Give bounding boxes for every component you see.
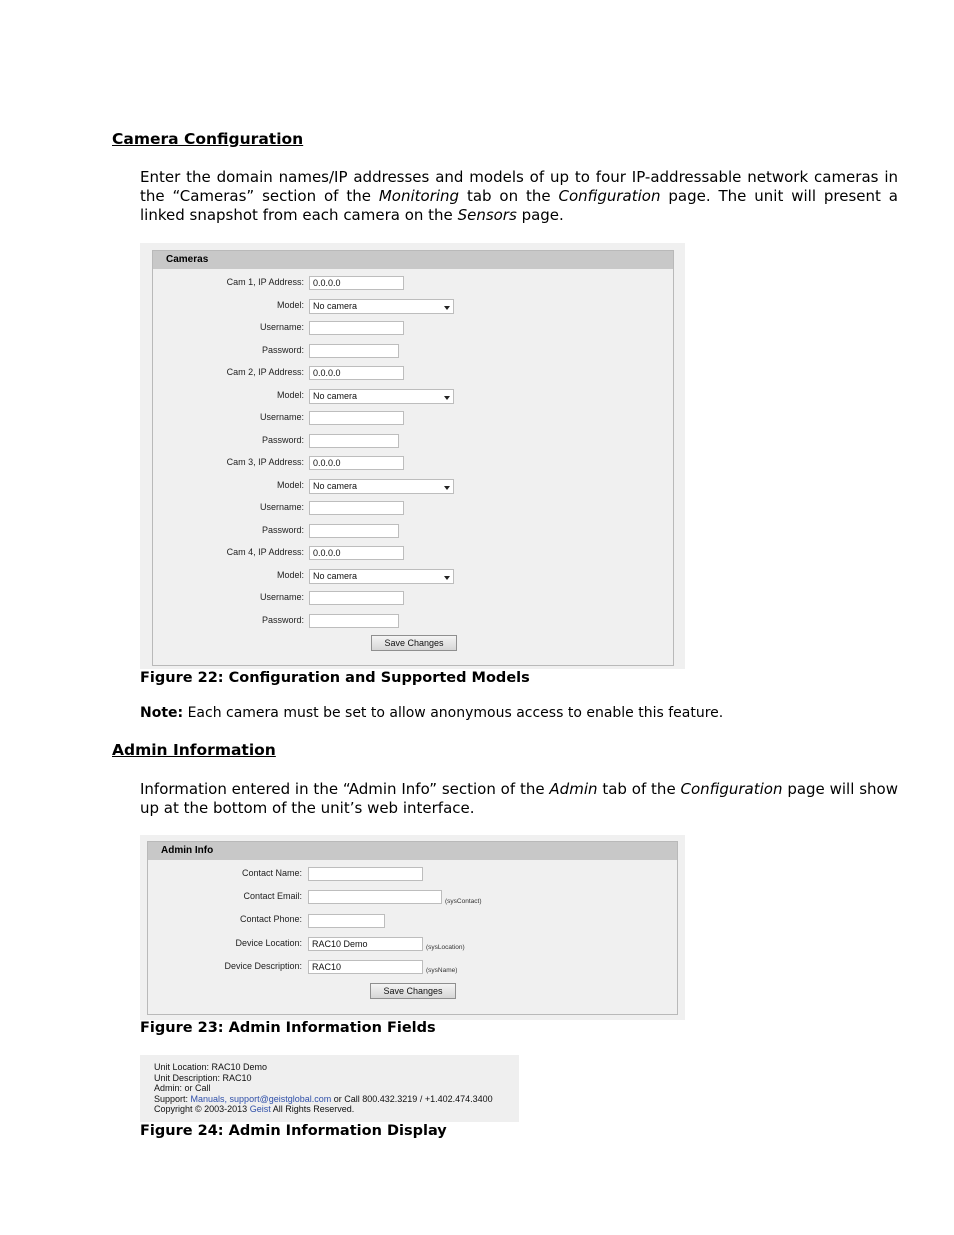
cameras-screenshot [140, 243, 685, 669]
chevron-down-icon [444, 576, 450, 580]
cam-1-username-label: Username: [259, 322, 304, 332]
chevron-down-icon [444, 306, 450, 310]
cam-1-password-field[interactable] [309, 344, 399, 358]
figure-24-caption: Figure 24: Admin Information Display [140, 1123, 447, 1139]
cam-1-model-value: No camera [313, 300, 358, 311]
cam-4-password-label: Password: [261, 614, 304, 625]
chevron-down-icon [444, 396, 450, 400]
cam-2-model-value: No camera [313, 390, 358, 401]
cam-3-model-value: No camera [313, 480, 358, 491]
cameras-panel [152, 250, 674, 666]
para-emphasis: Configuration [680, 780, 783, 798]
figure-22-caption: Figure 22: Configuration and Supported Models [140, 670, 530, 686]
para-emphasis: Configuration [558, 187, 661, 205]
contact-phone-field[interactable] [308, 914, 385, 928]
cam-4-ip-address-value: 0.0.0.0 [313, 548, 341, 558]
cam-2-model-label: Model: [276, 389, 304, 400]
admin-line: Admin: or Call [154, 1083, 211, 1094]
admin-save-button[interactable]: Save Changes [370, 983, 456, 999]
device-description-hint: (sysName) [426, 967, 458, 974]
contact-email-field[interactable] [308, 890, 442, 904]
cam-2-ip-address-value: 0.0.0.0 [313, 368, 341, 378]
admin-info-display [140, 1055, 519, 1122]
cam-4-username-field[interactable] [309, 591, 404, 605]
cam-4-username-label: Username: [259, 592, 304, 602]
cam-3-username-field[interactable] [309, 501, 404, 515]
cam-3-username-label: Username: [259, 502, 304, 512]
device-location-label: Device Location: [235, 938, 302, 948]
device-location-hint: (sysLocation) [426, 944, 465, 951]
cam-4-ip-address-field[interactable] [309, 546, 404, 560]
para-emphasis: Monitoring [378, 187, 460, 205]
cam-2-ip-address-field[interactable] [309, 366, 404, 380]
geist-link[interactable]: Geist [249, 1104, 271, 1115]
cam-3-ip-address-value: 0.0.0.0 [313, 458, 341, 468]
para-emphasis: Sensors [457, 206, 517, 224]
figure-23-caption: Figure 23: Admin Information Fields [140, 1020, 436, 1036]
para-text: page. [516, 206, 564, 224]
para-emphasis: Admin [549, 780, 598, 798]
para-text: tab of the [597, 780, 681, 798]
note-text: Each camera must be set to allow anonymous access to enable this feature. [183, 705, 724, 721]
para-text: tab on the [459, 187, 559, 205]
cam-2-password-label: Password: [261, 434, 304, 445]
cam-1-model-label: Model: [276, 299, 304, 310]
copyright-suffix: All Rights Reserved. [270, 1104, 355, 1115]
cam-3-model-label: Model: [276, 479, 304, 490]
cam-2-ip-address-label: Cam 2, IP Address: [226, 367, 304, 377]
support-suffix: or Call 800.432.3219 / +1.402.474.3400 [331, 1093, 493, 1104]
contact-name-field[interactable] [308, 867, 423, 881]
camera-configuration-paragraph [140, 168, 898, 225]
para-text: page will show up at the bottom of the unit’s web interface. [140, 780, 898, 817]
cam-2-model-select[interactable] [309, 389, 454, 404]
cam-1-ip-address-label: Cam 1, IP Address: [226, 277, 304, 287]
admin-info-panel-title: Admin Info [148, 842, 677, 860]
cam-1-username-field[interactable] [309, 321, 404, 335]
cam-2-username-label: Username: [259, 412, 304, 422]
para-text: Information entered in the “Admin Info” section of the [140, 780, 550, 798]
cam-3-model-select[interactable] [309, 479, 454, 494]
admin-information-heading: Admin Information [112, 741, 276, 759]
cam-1-ip-address-value: 0.0.0.0 [313, 278, 341, 288]
cam-2-password-field[interactable] [309, 434, 399, 448]
cam-2-username-field[interactable] [309, 411, 404, 425]
cam-4-password-field[interactable] [309, 614, 399, 628]
cam-4-model-value: No camera [313, 570, 358, 581]
support-line [154, 1094, 519, 1105]
cam-4-model-label: Model: [276, 569, 304, 580]
copyright-prefix: Copyright © 2003-2013 [154, 1104, 250, 1115]
contact-phone-label: Contact Phone: [239, 914, 302, 924]
unit-description-line: Unit Description: RAC10 [154, 1072, 252, 1083]
cam-3-password-label: Password: [261, 524, 304, 535]
cam-1-ip-address-field[interactable] [309, 276, 404, 290]
cam-3-ip-address-label: Cam 3, IP Address: [226, 457, 304, 467]
para-text: page. The unit will present a linked snapshot from each camera on the [140, 187, 898, 224]
cameras-panel-title: Cameras [153, 251, 673, 269]
cam-1-password-label: Password: [261, 344, 304, 355]
camera-configuration-heading: Camera Configuration [112, 130, 304, 148]
contact-email-hint: (sysContact) [445, 898, 482, 905]
cam-4-model-select[interactable] [309, 569, 454, 584]
device-description-label: Device Description: [224, 961, 302, 971]
admin-info-panel [147, 841, 678, 1015]
para-text: Enter the domain names/IP addresses and models of up to four IP-addressable network cameras in the “Cameras” section of the [140, 168, 898, 205]
cam-3-password-field[interactable] [309, 524, 399, 538]
device-location-field[interactable]: RAC10 Demo [308, 937, 423, 951]
admin-info-screenshot [140, 835, 685, 1020]
cam-1-model-select[interactable] [309, 299, 454, 314]
support-links[interactable]: Manuals, support@geistglobal.com [190, 1093, 332, 1104]
device-description-field[interactable]: RAC10 [308, 960, 423, 974]
support-prefix: Support: [154, 1093, 191, 1104]
note-label: Note: [140, 705, 184, 721]
admin-information-paragraph [140, 780, 898, 818]
camera-note [140, 705, 723, 721]
cam-3-ip-address-field[interactable] [309, 456, 404, 470]
contact-name-label: Contact Name: [241, 868, 302, 878]
cameras-save-button[interactable]: Save Changes [371, 635, 457, 651]
unit-location-line: Unit Location: RAC10 Demo [154, 1062, 268, 1072]
copyright-line [154, 1104, 519, 1115]
cam-4-ip-address-label: Cam 4, IP Address: [226, 547, 304, 557]
contact-email-label: Contact Email: [243, 891, 302, 901]
chevron-down-icon [444, 486, 450, 490]
